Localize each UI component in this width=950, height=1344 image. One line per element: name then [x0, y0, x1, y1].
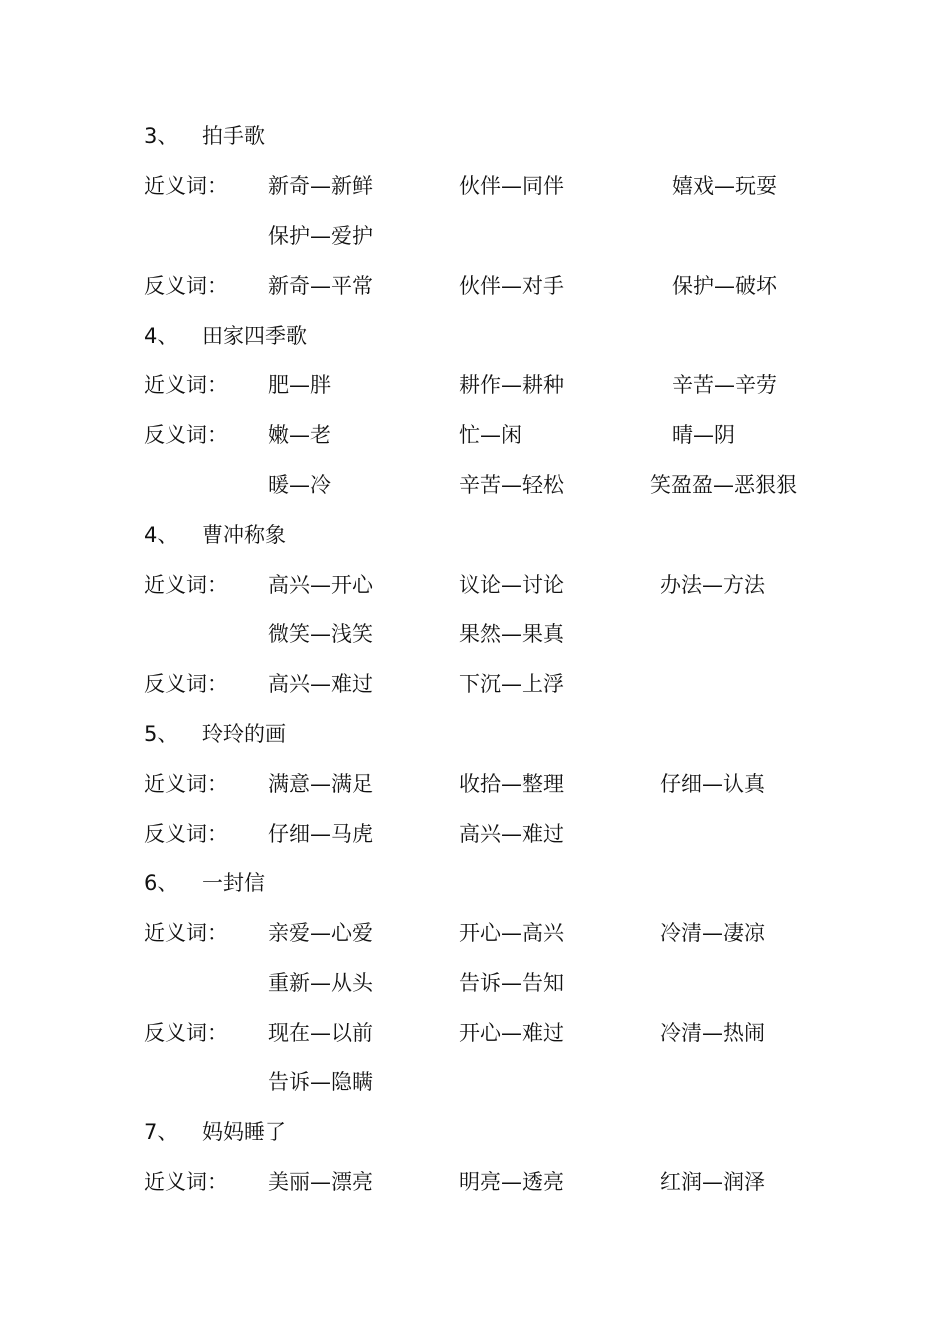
section-title: 田家四季歌	[202, 324, 307, 348]
section-number: 4、	[144, 523, 179, 547]
synonyms-label: 近义词：	[144, 1170, 228, 1194]
word-pair: 嫩—老	[268, 423, 331, 447]
word-pair: 明亮—透亮	[459, 1170, 564, 1194]
section-number: 7、	[144, 1120, 179, 1144]
word-pair: 辛苦—轻松	[459, 473, 564, 497]
word-pair: 仔细—马虎	[268, 822, 373, 846]
section-title: 曹冲称象	[202, 523, 286, 547]
word-pair: 高兴—难过	[459, 822, 564, 846]
word-pair: 忙—闲	[459, 423, 522, 447]
word-pair: 开心—难过	[459, 1021, 564, 1045]
word-pair: 红润—润泽	[660, 1170, 765, 1194]
section-title: 拍手歌	[202, 124, 265, 148]
word-pair: 笑盈盈—恶狠狠	[650, 473, 797, 497]
antonyms-label: 反义词：	[144, 1021, 228, 1045]
word-pair: 美丽—漂亮	[268, 1170, 373, 1194]
antonyms-label: 反义词：	[144, 672, 228, 696]
word-pair: 亲爱—心爱	[268, 921, 373, 945]
word-pair: 办法—方法	[660, 573, 765, 597]
word-pair: 果然—果真	[459, 622, 564, 646]
word-pair: 议论—讨论	[459, 573, 564, 597]
word-pair: 新奇—新鲜	[268, 174, 373, 198]
word-pair: 仔细—认真	[660, 772, 765, 796]
synonyms-label: 近义词：	[144, 772, 228, 796]
word-pair: 微笑—浅笑	[268, 622, 373, 646]
section-title: 妈妈睡了	[202, 1120, 286, 1144]
word-pair: 现在—以前	[268, 1021, 373, 1045]
section-number: 6、	[144, 871, 179, 895]
word-pair: 高兴—开心	[268, 573, 373, 597]
word-pair: 辛苦—辛劳	[672, 373, 777, 397]
word-pair: 伙伴—对手	[459, 274, 564, 298]
section-title: 玲玲的画	[202, 722, 286, 746]
word-pair: 开心—高兴	[459, 921, 564, 945]
antonyms-label: 反义词：	[144, 423, 228, 447]
word-pair: 保护—爱护	[268, 224, 373, 248]
section-number: 3、	[144, 124, 179, 148]
word-pair: 耕作—耕种	[459, 373, 564, 397]
synonyms-label: 近义词：	[144, 174, 228, 198]
word-pair: 肥—胖	[268, 373, 331, 397]
word-pair: 高兴—难过	[268, 672, 373, 696]
word-pair: 收拾—整理	[459, 772, 564, 796]
synonyms-label: 近义词：	[144, 921, 228, 945]
word-pair: 新奇—平常	[268, 274, 373, 298]
word-pair: 告诉—告知	[459, 971, 564, 995]
word-pair: 下沉—上浮	[459, 672, 564, 696]
word-pair: 伙伴—同伴	[459, 174, 564, 198]
antonyms-label: 反义词：	[144, 274, 228, 298]
word-pair: 冷清—热闹	[660, 1021, 765, 1045]
word-pair: 保护—破坏	[672, 274, 777, 298]
section-title: 一封信	[202, 871, 265, 895]
word-pair: 冷清—凄凉	[660, 921, 765, 945]
antonyms-label: 反义词：	[144, 822, 228, 846]
word-pair: 暖—冷	[268, 473, 331, 497]
section-number: 5、	[144, 722, 179, 746]
synonyms-label: 近义词：	[144, 373, 228, 397]
word-pair: 晴—阴	[672, 423, 735, 447]
synonyms-label: 近义词：	[144, 573, 228, 597]
section-number: 4、	[144, 324, 179, 348]
word-pair: 重新—从头	[268, 971, 373, 995]
word-pair: 告诉—隐瞒	[268, 1070, 373, 1094]
word-pair: 嬉戏—玩耍	[672, 174, 777, 198]
word-pair: 满意—满足	[268, 772, 373, 796]
